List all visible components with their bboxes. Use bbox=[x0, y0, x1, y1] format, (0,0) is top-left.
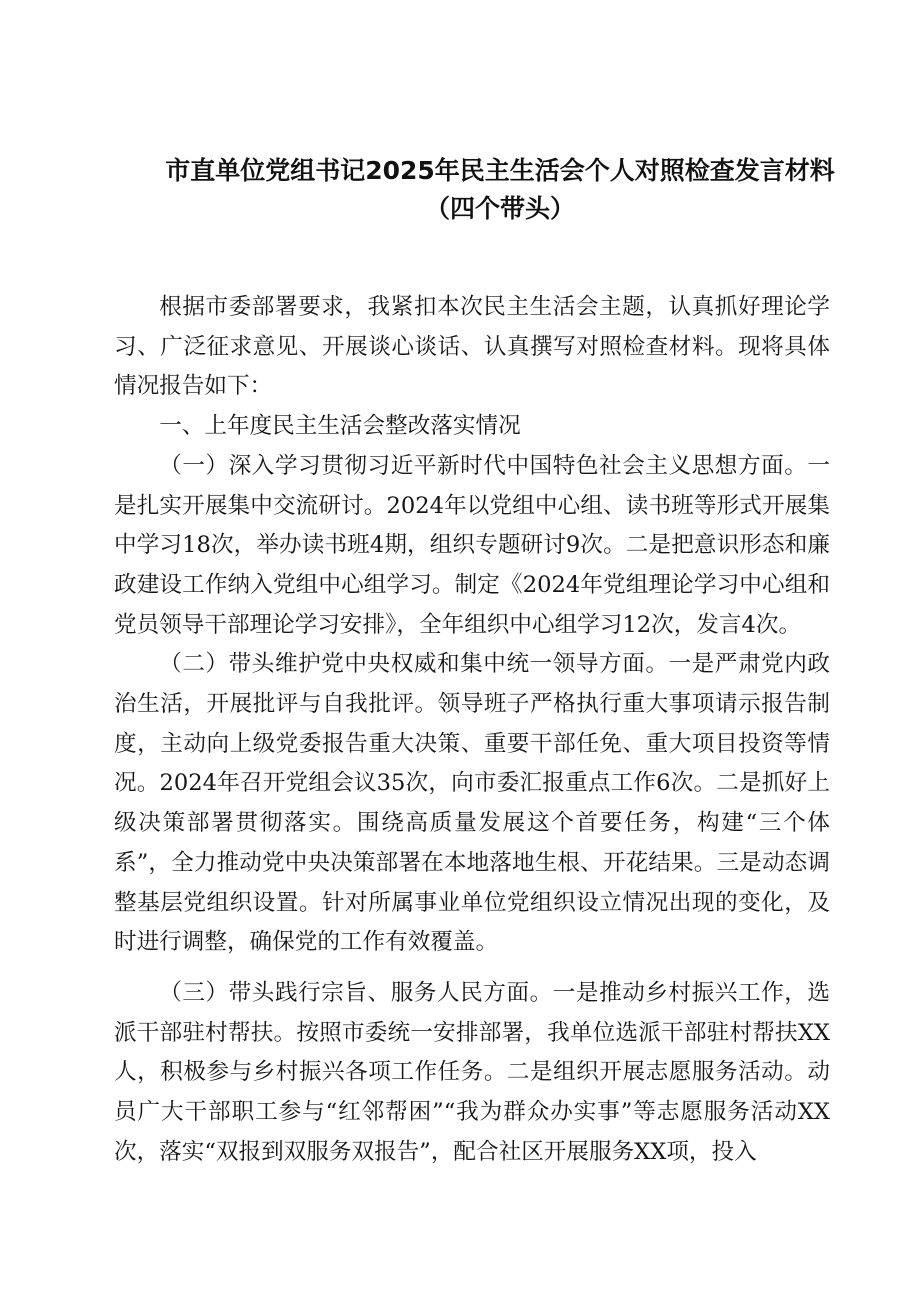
document-title: 市直单位党组书记2025年民主生活会个人对照检查发言材料（四个带头） bbox=[165, 156, 835, 223]
body-paragraph: （一）深入学习贯彻习近平新时代中国特色社会主义思想方面。一是扎实开展集中交流研讨。2024年以党组中心组、读书班等形式开展集中学习18次，举办读书班4期，组织专题研讨9次。二是把意识形态和廉政建设工作纳入党组中心组学习。制定《2024年党组理论学习中心组和党员领导干部理论学习安排》，全年组织中心组学习12次，发言4次。 bbox=[114, 452, 830, 638]
document-body bbox=[114, 288, 830, 1172]
body-paragraph: （二）带头维护党中央权威和集中统一领导方面。一是严肃党内政治生活，开展批评与自我批评。领导班子严格执行重大事项请示报告制度，主动向上级党委报告重大决策、重要干部任免、重大项目投资等情况。2024年召开党组会议35次，向市委汇报重点工作6次。二是抓好上级决策部署贯彻落实。围绕高质量发展这个首要任务，构建“三个体系”，全力推动党中央决策部署在本地落地生根、开花结果。三是动态调整基层党组织设置。针对所属事业单位党组织设立情况出现的变化，及时进行调整，确保党的工作有效覆盖。 bbox=[114, 651, 830, 956]
body-paragraph: （三）带头践行宗旨、服务人民方面。一是推动乡村振兴工作，选派干部驻村帮扶。按照市委统一安排部署，我单位选派干部驻村帮扶XX人，积极参与乡村振兴各项工作任务。二是组织开展志愿服务活动。动员广大干部职工参与“红邻帮困”“我为群众办实事”等志愿服务活动XX次，落实“双报到双服务双报告”，配合社区开展服务XX项，投入 bbox=[114, 979, 830, 1165]
section-heading: 一、上年度民主生活会整改落实情况 bbox=[159, 413, 521, 440]
intro-paragraph: 根据市委部署要求，我紧扣本次民主生活会主题，认真抓好理论学习、广泛征求意见、开展谈心谈话、认真撰写对照检查材料。现将具体情况报告如下： bbox=[114, 294, 830, 400]
